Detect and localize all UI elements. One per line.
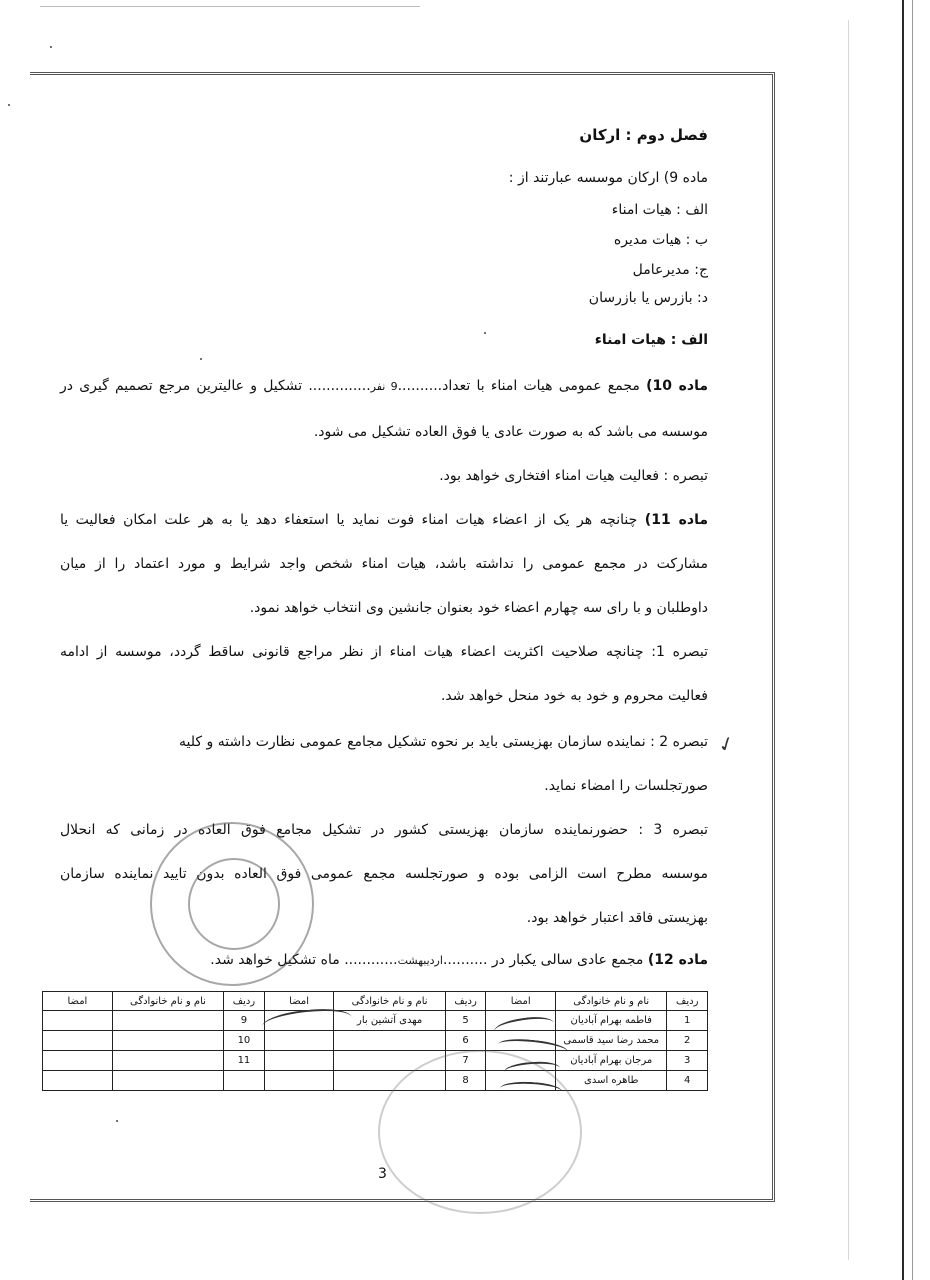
column-header: ردیف	[445, 992, 486, 1011]
section-heading: الف : هیات امناء	[594, 332, 708, 348]
article-11-line: داوطلبان و با رای سه چهارم اعضاء خود بعنوان جانشین وی انتخاب خواهد نمود.	[249, 600, 708, 616]
table-cell: طاهره اسدی	[556, 1071, 667, 1091]
table-cell	[112, 1031, 223, 1051]
article-11-note-1: فعالیت محروم و خود به خود منحل خواهد شد.	[440, 688, 708, 704]
table-row	[43, 1011, 708, 1031]
article-9-item: الف : هیات امناء	[611, 202, 708, 218]
table-cell: 6	[445, 1031, 486, 1051]
table-header-row	[43, 992, 708, 1011]
table-cell	[224, 1071, 265, 1091]
table-cell	[112, 1051, 223, 1071]
scan-edge-right	[902, 0, 904, 1280]
column-header: نام و نام خانوادگی	[556, 992, 667, 1011]
article-12-text: مجمع عادی سالی یکبار در	[491, 952, 644, 968]
table-cell: 9	[224, 1011, 265, 1031]
table-cell: 8	[445, 1071, 486, 1091]
column-header: نام و نام خانوادگی	[112, 992, 223, 1011]
column-header: امضا	[43, 992, 113, 1011]
article-11-note-2: صورتجلسات را امضاء نماید.	[544, 778, 708, 794]
article-11-text: چنانچه هر یک از اعضاء هیات امناء فوت نماید یا استعفاء دهد یا به هر علت امکان فعالیت یا	[60, 512, 638, 528]
member-count-fill: 9 نفر	[370, 380, 398, 393]
article-9-item: ج: مدیرعامل	[632, 262, 708, 278]
scan-speck	[8, 104, 10, 106]
article-11-note-3: بهزیستی فاقد اعتبار خواهد بود.	[526, 910, 708, 926]
page-number: 3	[378, 1166, 387, 1182]
article-10-label: ماده 10)	[646, 378, 709, 394]
article-11-note-3: موسسه مطرح است الزامی بوده و صورتجلسه مجمع عمومی فوق العاده بدون تایید نماینده سازمان	[60, 866, 708, 882]
column-header: ردیف	[667, 992, 708, 1011]
column-header: امضا	[486, 992, 556, 1011]
article-12-dots: ............	[344, 952, 398, 968]
article-11-label: ماده 11)	[644, 512, 709, 528]
table-row	[43, 1051, 708, 1071]
article-12-dots: ..........	[442, 952, 488, 968]
scan-edge-top	[40, 6, 420, 7]
table-cell: 1	[667, 1011, 708, 1031]
table-cell: 3	[667, 1051, 708, 1071]
table-cell	[112, 1071, 223, 1091]
table-cell: 11	[224, 1051, 265, 1071]
column-header: نام و نام خانوادگی	[334, 992, 445, 1011]
scan-edge-right-outer	[912, 0, 913, 1280]
article-9-item: د: بازرس یا بازرسان	[588, 290, 708, 306]
column-header: امضا	[264, 992, 334, 1011]
table-cell	[334, 1031, 445, 1051]
article-9-item: ب : هیات مدیره	[613, 232, 708, 248]
article-10-line	[60, 378, 708, 394]
table-cell: مهدی آتشین بار	[334, 1011, 445, 1031]
table-cell	[43, 1071, 113, 1091]
table-cell: فاطمه بهرام آبادیان	[556, 1011, 667, 1031]
check-mark-icon: ✓	[714, 729, 739, 759]
article-10-text: .............. تشکیل و عالیترین مرجع تصمیم گیری در	[60, 378, 371, 394]
official-seal-inner	[188, 858, 280, 950]
table-cell: محمد رضا سید قاسمی	[556, 1031, 667, 1051]
scan-speck	[116, 1120, 118, 1122]
table-cell: 5	[445, 1011, 486, 1031]
table-cell: 2	[667, 1031, 708, 1051]
table-cell	[264, 1071, 334, 1091]
chapter-heading: فصل دوم : ارکان	[579, 126, 708, 144]
table-cell: 10	[224, 1031, 265, 1051]
table-cell: مرجان بهرام آبادیان	[556, 1051, 667, 1071]
table-row	[43, 1031, 708, 1051]
table-cell: 7	[445, 1051, 486, 1071]
article-11-line	[60, 512, 708, 528]
official-seal	[378, 1050, 582, 1214]
table-cell	[264, 1051, 334, 1071]
scan-speck	[50, 46, 52, 48]
table-row	[43, 1071, 708, 1091]
article-12-label: ماده 12)	[647, 952, 708, 968]
article-11-note-3: تبصره 3 : حضورنماینده سازمان بهزیستی کشور در تشکیل مجامع فوق العاده در زمانی که انحلال	[60, 822, 709, 838]
table-cell	[43, 1031, 113, 1051]
table-cell: 4	[667, 1071, 708, 1091]
article-12-text: ماه تشکیل خواهد شد.	[210, 952, 340, 968]
article-10-text: مجمع عمومی هیات امناء با تعداد..........	[397, 378, 640, 394]
article-10-note: تبصره : فعالیت هیات امناء افتخاری خواهد بود.	[439, 468, 708, 484]
scan-speck	[484, 332, 486, 334]
column-header: ردیف	[224, 992, 265, 1011]
scan-speck	[200, 358, 202, 360]
article-11-note-1: تبصره 1: چنانچه صلاحیت اکثریت اعضاء هیات امناء از نظر مراجع قانونی ساقط گردد، موسسه از ادامه	[60, 644, 708, 660]
month-fill: اردیبهشت	[397, 954, 443, 967]
article-11-line: مشارکت در مجمع عمومی را نداشته باشد، هیات امناء شخص واجد شرایط و مورد اعتماد را از میان	[60, 556, 708, 572]
table-cell	[43, 1051, 113, 1071]
signatures-table	[42, 991, 708, 1091]
scan-edge-faint	[848, 20, 849, 1260]
article-9-intro: ماده 9) ارکان موسسه عبارتند از :	[508, 170, 708, 186]
table-cell	[43, 1011, 113, 1031]
article-11-note-2: تبصره 2 : نماینده سازمان بهزیستی باید بر نحوه تشکیل مجامع عمومی نظارت داشته و کلیه	[179, 734, 708, 750]
article-10-line: موسسه می باشد که به صورت عادی یا فوق العاده تشکیل می شود.	[313, 424, 708, 440]
table-cell	[112, 1011, 223, 1031]
